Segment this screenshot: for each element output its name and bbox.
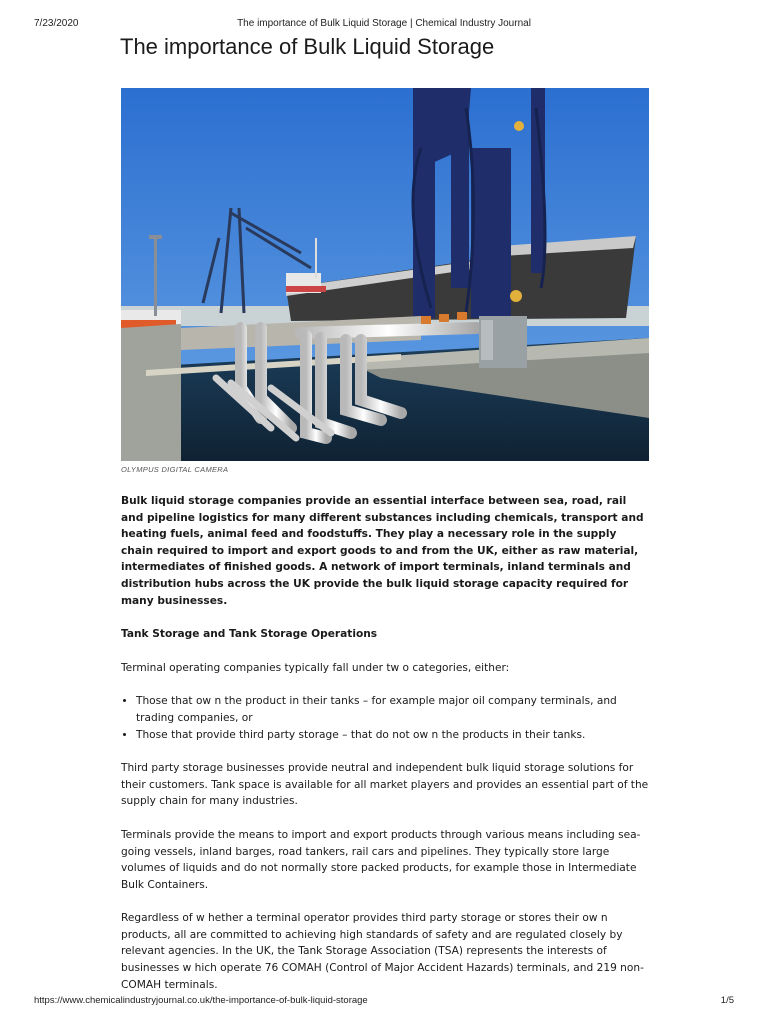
article-title: The importance of Bulk Liquid Storage: [120, 34, 495, 59]
lead-paragraph: Bulk liquid storage companies provide an essential interface between sea, road, rail and pipeline logistics for many different substances including chemicals, transport and heating fuels, animal feed and foodstuffs. They play a necessary role in the supply chain required to import and export goods to and from the UK, either as raw material, intermediates of finished goods. A network of import terminals, inland terminals and distribution hubs across the UK provide the bulk liquid storage capacity required for many businesses.: [121, 495, 644, 607]
body-paragraph: Regardless of w hether a terminal operator provides third party storage or stores their ow n products, all are committed to achieving high standards of safety and are regulated closely by relevant agencies. In the UK, the Tank Storage Association (TSA) represents the interests of businesses w hich operate 76 COMAH (Control of Major Accident Hazards) terminals, and 219 non-COMAH terminals.: [121, 912, 644, 991]
image-caption: OLYMPUS DIGITAL CAMERA: [121, 465, 229, 474]
body-paragraph: Terminals provide the means to import and export products through various means including sea-going vessels, inland barges, road tankers, rail cars and pipelines. They typically store large volumes of liquids and do not normally store packed products, for example those in Intermediate Bulk Containers.: [121, 828, 641, 891]
print-header-title: The importance of Bulk Liquid Storage | Chemical Industry Journal: [237, 18, 531, 29]
section-heading: Tank Storage and Tank Storage Operations: [121, 628, 378, 641]
intro-paragraph: Terminal operating companies typically fall under tw o categories, either:: [121, 661, 510, 674]
list-item: • Those that provide third party storage – that do not ow n the products in their tanks.: [136, 727, 651, 744]
article-photo: [121, 88, 649, 461]
print-date: 7/23/2020: [34, 18, 79, 29]
page-number: 1/5: [720, 995, 734, 1006]
list-item: • Those that ow n the product in their tanks – for example major oil company terminals, and trading companies, or: [136, 693, 651, 726]
category-list: [121, 693, 651, 743]
article-body: [121, 493, 651, 1010]
page-url[interactable]: https://www.chemicalindustryjournal.co.uk/the-importance-of-bulk-liquid-storage: [34, 995, 368, 1006]
body-paragraph: Third party storage businesses provide neutral and independent bulk liquid storage solutions for their customers. Tank space is available for all market players and provides an essential part of the supply chain for many industries.: [121, 762, 649, 808]
